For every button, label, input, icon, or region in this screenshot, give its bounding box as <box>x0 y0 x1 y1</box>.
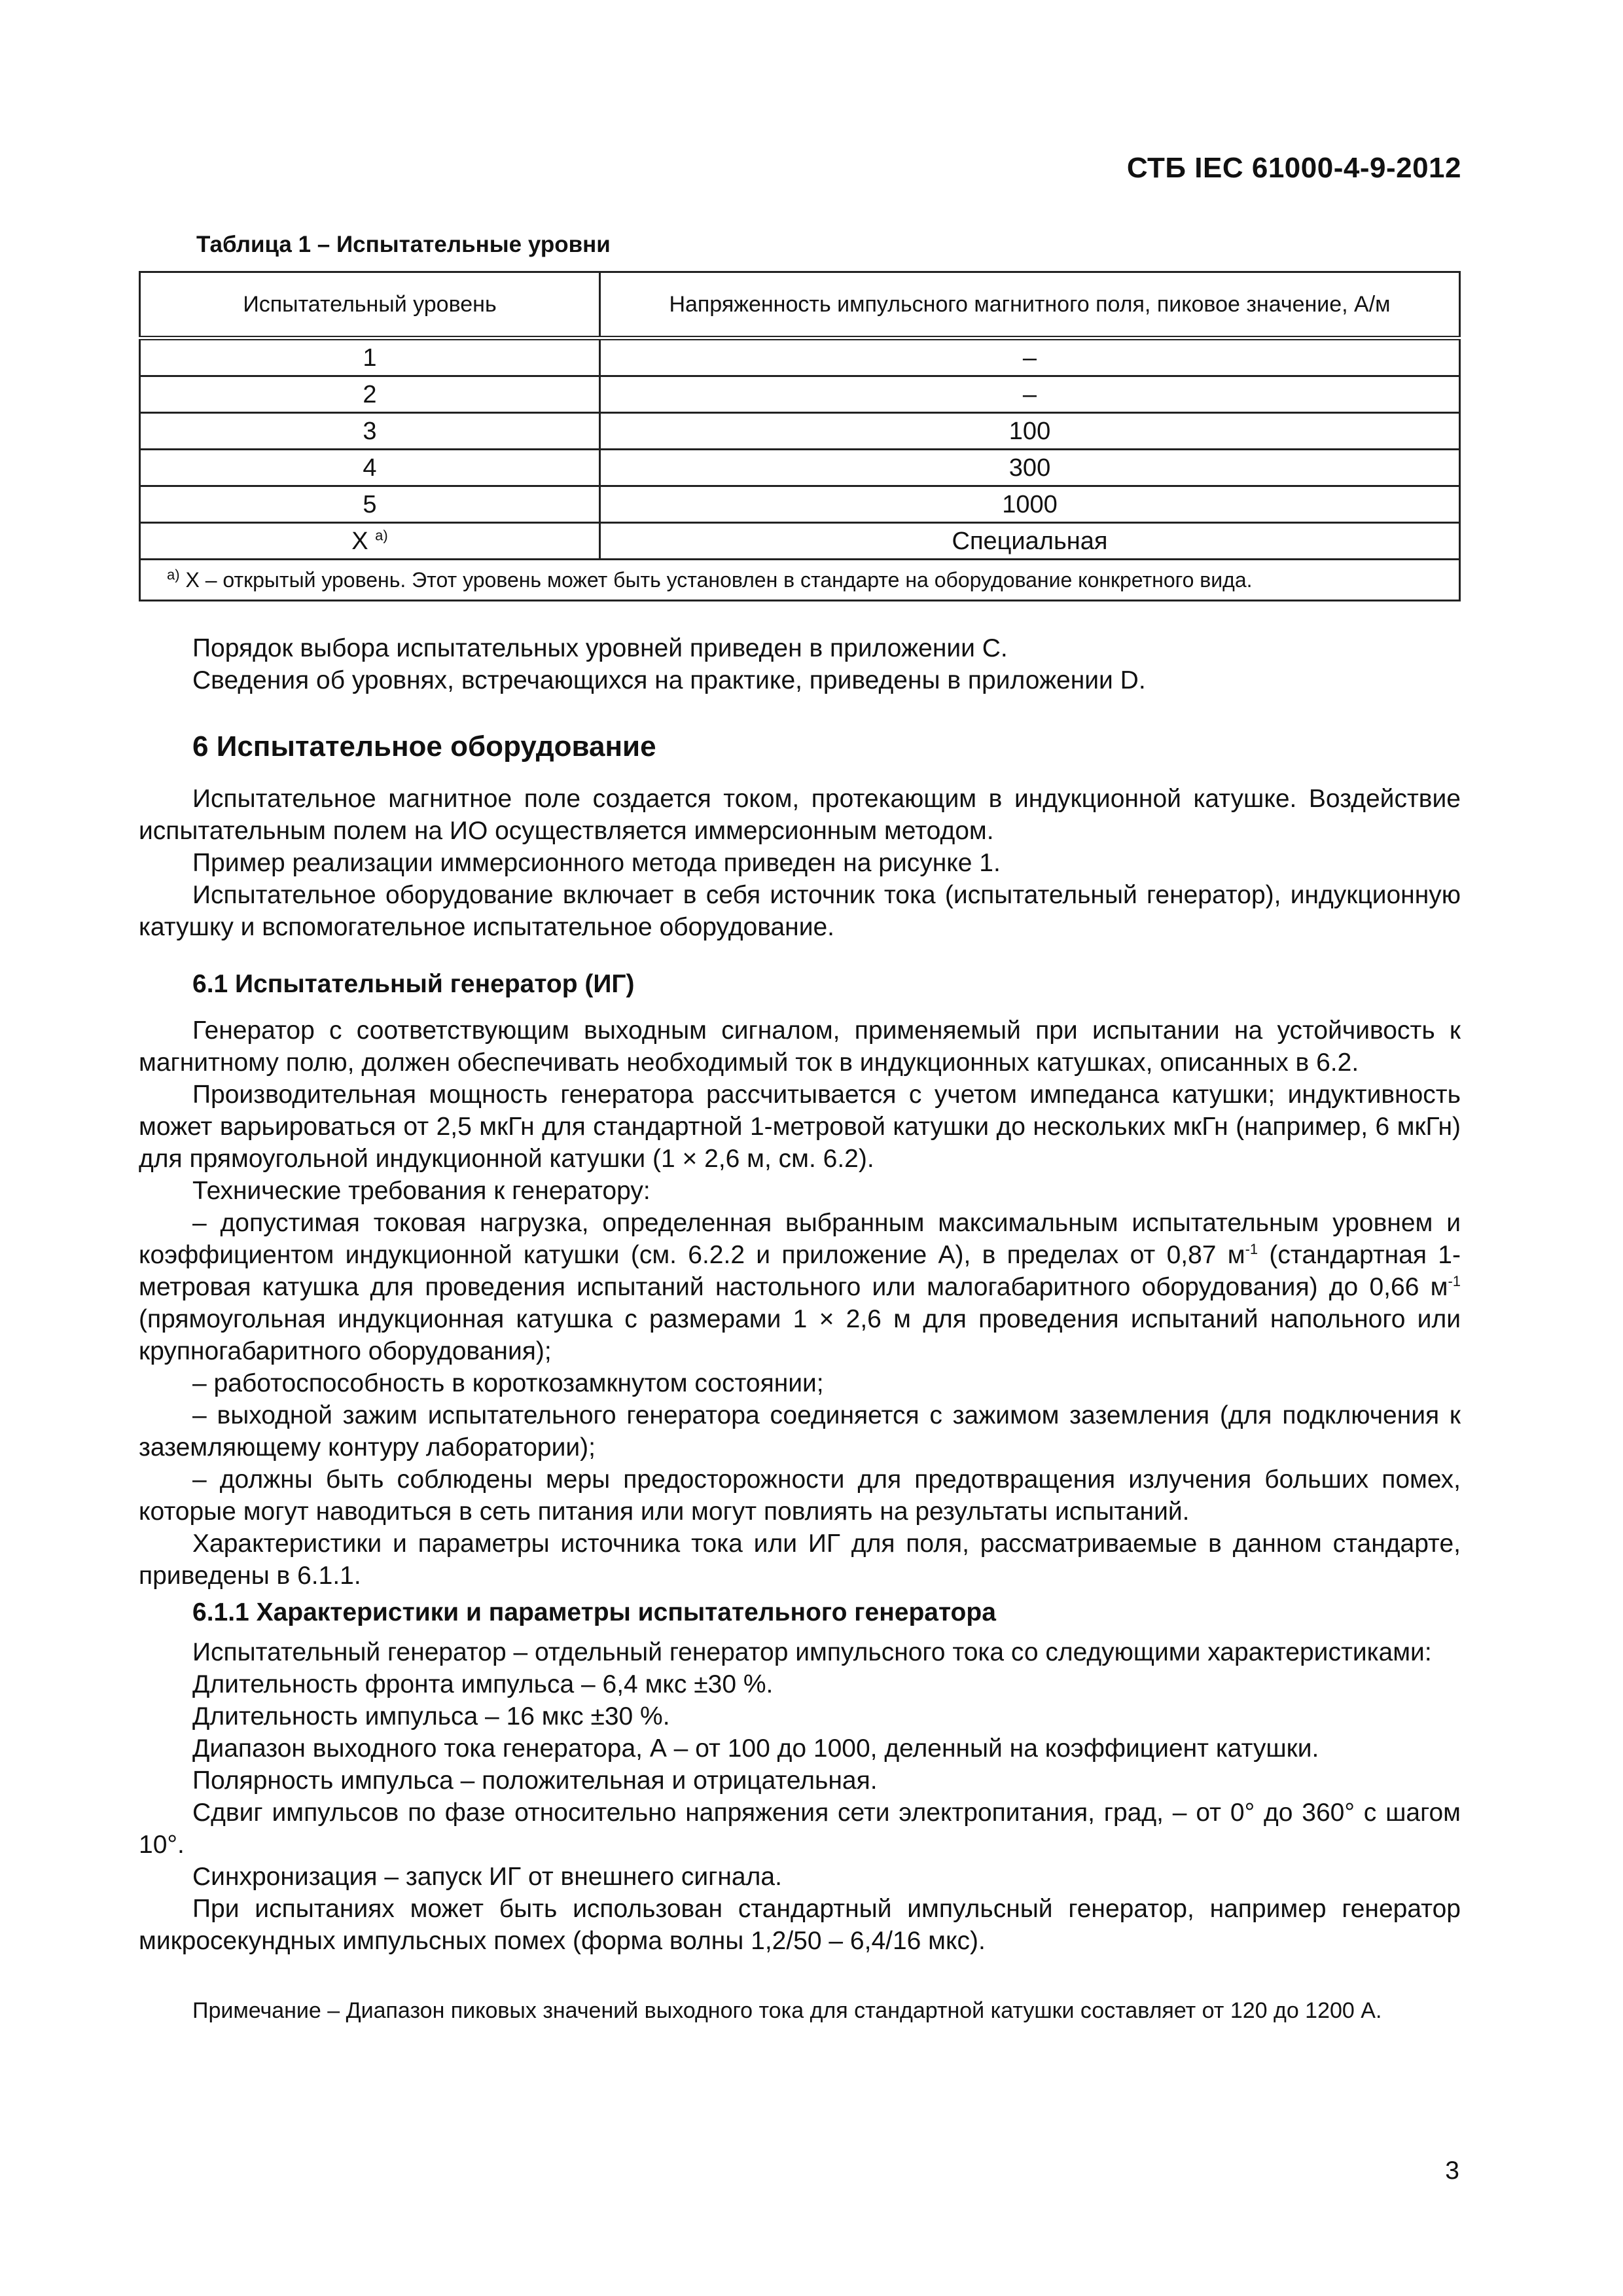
paragraph: Длительность фронта импульса – 6,4 мкс ±30 %. <box>192 1670 774 1698</box>
requirement-item: – допустимая токовая нагрузка, определенная выбранным максимальным испытательным уровнем и коэффициентом индукционной катушки (см. 6.2.2 и приложение А), в пределах от 0,87 $м^{-1}$ (стандартная 1-метровая катушка для проведения испытаний настольного или малогабаритного оборудования) до 0,66 $м^{-1}$ (прямоугольная индукционная катушка с размерами 1 × 2,6 м для проведения испытаний напольного или крупногабаритного оборудования); <box>139 1209 1461 1365</box>
table-title: Таблица 1 – Испытательные уровни <box>196 232 611 257</box>
value-cell: – <box>600 376 1460 413</box>
paragraph: Испытательный генератор – отдельный генератор импульсного тока со следующими характеристиками: <box>192 1638 1432 1666</box>
level-cell: 3 <box>140 413 600 450</box>
table-footnote-row <box>140 560 1460 601</box>
test-levels-table <box>139 271 1461 601</box>
level-cell: 2 <box>140 376 600 413</box>
paragraph: Производительная мощность генератора рассчитывается с учетом импеданса катушки; индуктивность может варьироваться от 2,5 мкГн для стандартной 1-метровой катушки до нескольких мкГн (например, 6 мкГн) для прямоугольной индукционной катушки (1 × 2,6 м, см. 6.2). <box>139 1081 1461 1173</box>
level-cell <box>140 523 600 560</box>
footnote-ref: a) <box>375 526 388 543</box>
paragraph: Сдвиг импульсов по фазе относительно напряжения сети электропитания, град, – от 0° до 360° с шагом 10°. <box>139 1799 1461 1859</box>
paragraph: Полярность импульса – положительная и отрицательная. <box>192 1767 878 1795</box>
section-6-1-body <box>139 1014 1461 1592</box>
requirement-item: – должны быть соблюдены меры предосторожности для предотвращения излучения больших помех, которые могут наводиться в сеть питания или могут повлиять на результаты испытаний. <box>139 1465 1461 1526</box>
section-6-1-1-heading: 6.1.1 Характеристики и параметры испытательного генератора <box>192 1598 996 1626</box>
paragraph: При испытаниях может быть использован стандартный импульсный генератор, например генератор микросекундных импульсных помех (форма волны 1,2/50 – 6,4/16 мкс). <box>139 1895 1461 1955</box>
paragraph: Порядок выбора испытательных уровней приведен в приложении С. <box>192 634 1008 662</box>
table-row <box>140 413 1460 450</box>
note <box>139 1996 1461 2026</box>
table-header-row <box>140 272 1460 338</box>
paragraph: Испытательное магнитное поле создается током, протекающим в индукционной катушке. Воздействие испытательным полем на ИО осуществляется иммерсионным методом. <box>139 785 1461 845</box>
section-6-1-heading: 6.1 Испытательный генератор (ИГ) <box>192 970 635 998</box>
column-header-level: Испытательный уровень <box>140 272 600 338</box>
paragraph: Характеристики и параметры источника тока или ИГ для поля, рассматриваемые в данном стандарте, приведены в 6.1.1. <box>139 1530 1461 1590</box>
level-cell: 4 <box>140 450 600 486</box>
requirement-item: – выходной зажим испытательного генератора соединяется с зажимом заземления (для подключения к заземляющему контуру лаборатории); <box>139 1401 1461 1462</box>
column-header-field-strength: Напряженность импульсного магнитного поля, пиковое значение, А/м <box>600 272 1460 338</box>
section-6-heading: 6 Испытательное оборудование <box>192 730 656 762</box>
table-row <box>140 523 1460 560</box>
value-cell: 300 <box>600 450 1460 486</box>
footnote-text: X – открытый уровень. Этот уровень может быть установлен в стандарте на оборудование конкретного вида. <box>179 568 1253 592</box>
paragraph: Длительность импульса – 16 мкс ±30 %. <box>192 1702 670 1731</box>
level-cell: 1 <box>140 338 600 376</box>
table-footnote <box>140 560 1460 601</box>
level-cell: 5 <box>140 486 600 523</box>
value-cell: – <box>600 338 1460 376</box>
paragraph: Технические требования к генератору: <box>192 1177 651 1205</box>
value-cell: 100 <box>600 413 1460 450</box>
paragraph: Испытательное оборудование включает в себя источник тока (испытательный генератор), индукционную катушку и вспомогательное испытательное оборудование. <box>139 881 1461 941</box>
page-number: 3 <box>1445 2157 1459 2185</box>
paragraph: Диапазон выходного тока генератора, А – от 100 до 1000, деленный на коэффициент катушки. <box>192 1734 1319 1763</box>
table-row <box>140 338 1460 376</box>
value-cell: Специальная <box>600 523 1460 560</box>
paragraph: Синхронизация – запуск ИГ от внешнего сигнала. <box>192 1863 782 1891</box>
paragraph: Сведения об уровнях, встречающихся на практике, приведены в приложении D. <box>192 666 1146 694</box>
document-code: СТБ IEC 61000-4-9-2012 <box>1126 152 1461 184</box>
after-table-text <box>139 632 1461 696</box>
paragraph: Пример реализации иммерсионного метода приведен на рисунке 1. <box>192 849 1001 877</box>
table-row <box>140 450 1460 486</box>
table-row <box>140 376 1460 413</box>
level-x: X <box>351 527 368 555</box>
paragraph: Генератор с соответствующим выходным сигналом, применяемый при испытании на устойчивость к магнитному полю, должен обеспечивать необходимый ток в индукционных катушках, описанных в 6.2. <box>139 1016 1461 1077</box>
section-6-body <box>139 783 1461 943</box>
table-row <box>140 486 1460 523</box>
value-cell: 1000 <box>600 486 1460 523</box>
requirement-item: – работоспособность в короткозамкнутом состоянии; <box>192 1369 824 1397</box>
note-text: Примечание – Диапазон пиковых значений выходного тока для стандартной катушки составляет от 120 до 1200 А. <box>192 1998 1382 2023</box>
footnote-mark: a) <box>167 566 180 583</box>
section-6-1-1-body <box>139 1636 1461 1957</box>
